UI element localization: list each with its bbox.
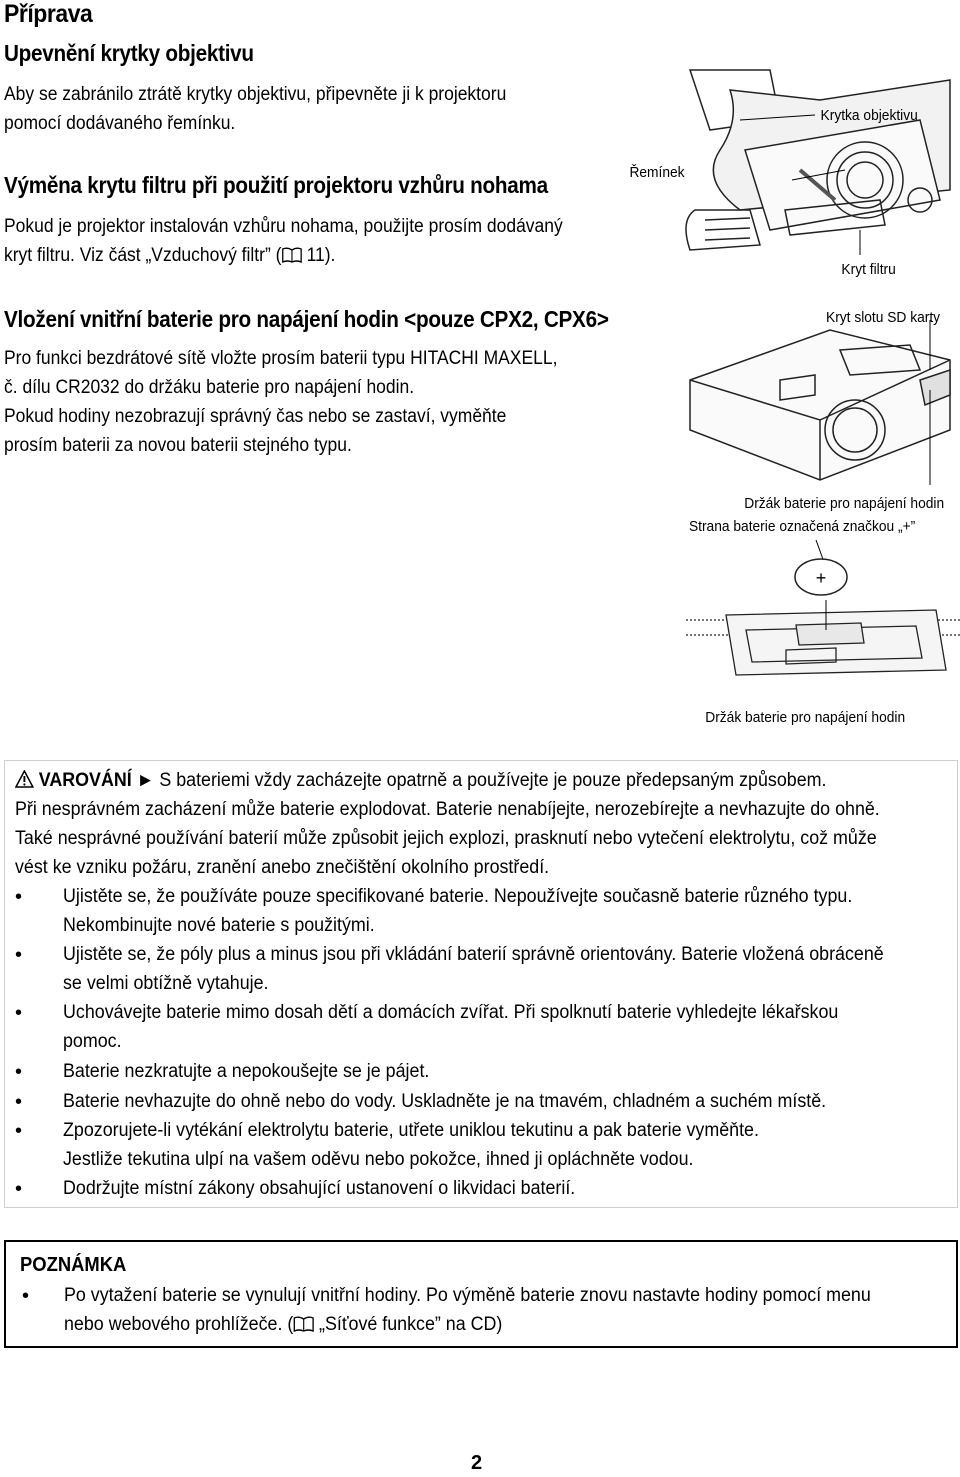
warning-bullet-1-line-1: Ujistěte se, že používáte pouze specifikované baterie. Nepoužívejte současně baterie různého typu. — [63, 886, 853, 907]
battery-holder-illustration — [686, 540, 960, 710]
warning-bullet-5: Baterie nevhazujte do ohně nebo do vody. Uskladněte je na tmavém, chladném a suchém místě. — [63, 1091, 827, 1112]
lens-cap-heading: Upevnění krytky objektivu — [4, 40, 254, 66]
warning-bullet-6-line-2: Jestliže tekutina ulpí na vašem oděvu nebo pokožce, ihned ji opláchněte vodou. — [63, 1149, 694, 1170]
sd-slot-label: Kryt slotu SD karty — [826, 310, 941, 326]
lens-cap-label: Krytka objektivu — [820, 108, 918, 124]
bullet-icon: • — [15, 944, 23, 966]
warning-bullet-7: Dodržujte místní zákony obsahující ustanovení o likvidaci baterií. — [63, 1178, 576, 1199]
filter-cover-line-2 — [4, 241, 335, 270]
book-icon — [281, 245, 301, 266]
note-text: nebo webového prohlížeče. ( — [64, 1314, 294, 1335]
battery-line-1: Pro funkci bezdrátové sítě vložte prosím baterii typu HITACHI MAXELL, — [4, 348, 558, 369]
warning-intro-line-4: vést ke vzniku požáru, zranění anebo znečištění okolního prostředí. — [15, 857, 550, 878]
battery-heading: Vložení vnitřní baterie pro napájení hodin <pouze CPX2, CPX6> — [4, 306, 609, 332]
warning-intro-text: S bateriemi vždy zacházejte opatrně a používejte je pouze předepsaným způsobem. — [159, 770, 827, 791]
page-number: 2 — [471, 1452, 483, 1474]
note-title: POZNÁMKA — [20, 1254, 127, 1276]
lens-cap-line-2: pomocí dodávaného řemínku. — [4, 113, 236, 134]
bullet-icon: • — [15, 1002, 23, 1024]
warning-intro-line-2: Při nesprávném zacházení může baterie explodovat. Baterie nenabíjejte, nerozebírejte a nevhazujte do ohně. — [15, 799, 880, 820]
projector-sd-illustration — [680, 320, 960, 490]
strap-label: Řemínek — [629, 165, 685, 181]
filter-cover-label: Kryt filtru — [841, 262, 896, 278]
plus-sign: + — [815, 568, 827, 588]
battery-side-label: Strana baterie označená značkou „+” — [688, 519, 916, 535]
book-icon — [293, 1314, 314, 1335]
bullet-icon: • — [15, 886, 23, 908]
bullet-icon: • — [15, 1091, 23, 1113]
warning-box — [4, 760, 958, 1208]
arrow-icon: ► — [136, 770, 155, 791]
bullet-icon: • — [15, 1120, 23, 1142]
bullet-icon: • — [15, 1061, 23, 1083]
warning-icon — [15, 770, 34, 791]
note-line-1: Po vytažení baterie se vynulují vnitřní hodiny. Po výměně baterie znovu nastavte hodiny pomocí menu — [64, 1285, 871, 1306]
warning-bullet-6-line-1: Zpozorujete-li vytékání elektrolytu baterie, utřete uniklou tekutinu a pak baterie vyměňte. — [63, 1120, 759, 1141]
note-line-2 — [64, 1314, 502, 1336]
lens-cap-line-1: Aby se zabránilo ztrátě krytky objektivu, připevněte ji k projektoru — [4, 84, 507, 105]
filter-cover-ref: 11). — [301, 245, 336, 266]
filter-cover-line-1: Pokud je projektor instalován vzhůru nohama, použijte prosím dodávaný — [4, 216, 563, 237]
filter-cover-heading: Výměna krytu filtru při použití projektoru vzhůru nohama — [4, 172, 548, 198]
warning-title: VAROVÁNÍ — [38, 770, 132, 791]
warning-bullet-2-line-2: se velmi obtížně vytahuje. — [63, 973, 269, 994]
warning-intro-line-1 — [15, 770, 826, 792]
note-box — [4, 1240, 958, 1348]
warning-bullet-4: Baterie nezkratujte a nepokoušejte se je pájet. — [63, 1061, 430, 1082]
bullet-icon: • — [22, 1285, 30, 1307]
warning-intro-line-3: Také nesprávné používání baterií může způsobit jejich explozi, prasknutí nebo vytečení elektrolytu, což může — [15, 828, 877, 849]
battery-holder-bottom-label: Držák baterie pro napájení hodin — [705, 710, 906, 726]
warning-bullet-3-line-1: Uchovávejte baterie mimo dosah dětí a domácích zvířat. Při spolknutí baterie vyhledejte lékařskou — [63, 1002, 839, 1023]
battery-line-2: č. dílu CR2032 do držáku baterie pro napájení hodin. — [4, 377, 415, 398]
warning-bullet-2-line-1: Ujistěte se, že póly plus a minus jsou při vkládání baterií správně orientovány. Baterie vložená obráceně — [63, 944, 884, 965]
warning-bullet-1-line-2: Nekombinujte nové baterie s použitými. — [63, 915, 375, 936]
warning-bullet-3-line-2: pomoc. — [63, 1031, 122, 1052]
section-title: Příprava — [4, 0, 93, 28]
filter-cover-text: kryt filtru. Viz část „Vzduchový filtr” ( — [4, 245, 282, 266]
battery-line-4: prosím baterii za novou baterii stejného typu. — [4, 435, 352, 456]
bullet-icon: • — [15, 1178, 23, 1200]
note-ref: „Síťové funkce” na CD) — [314, 1314, 503, 1335]
battery-line-3: Pokud hodiny nezobrazují správný čas nebo se zastaví, vyměňte — [4, 406, 507, 427]
battery-holder-top-label: Držák baterie pro napájení hodin — [744, 496, 945, 512]
